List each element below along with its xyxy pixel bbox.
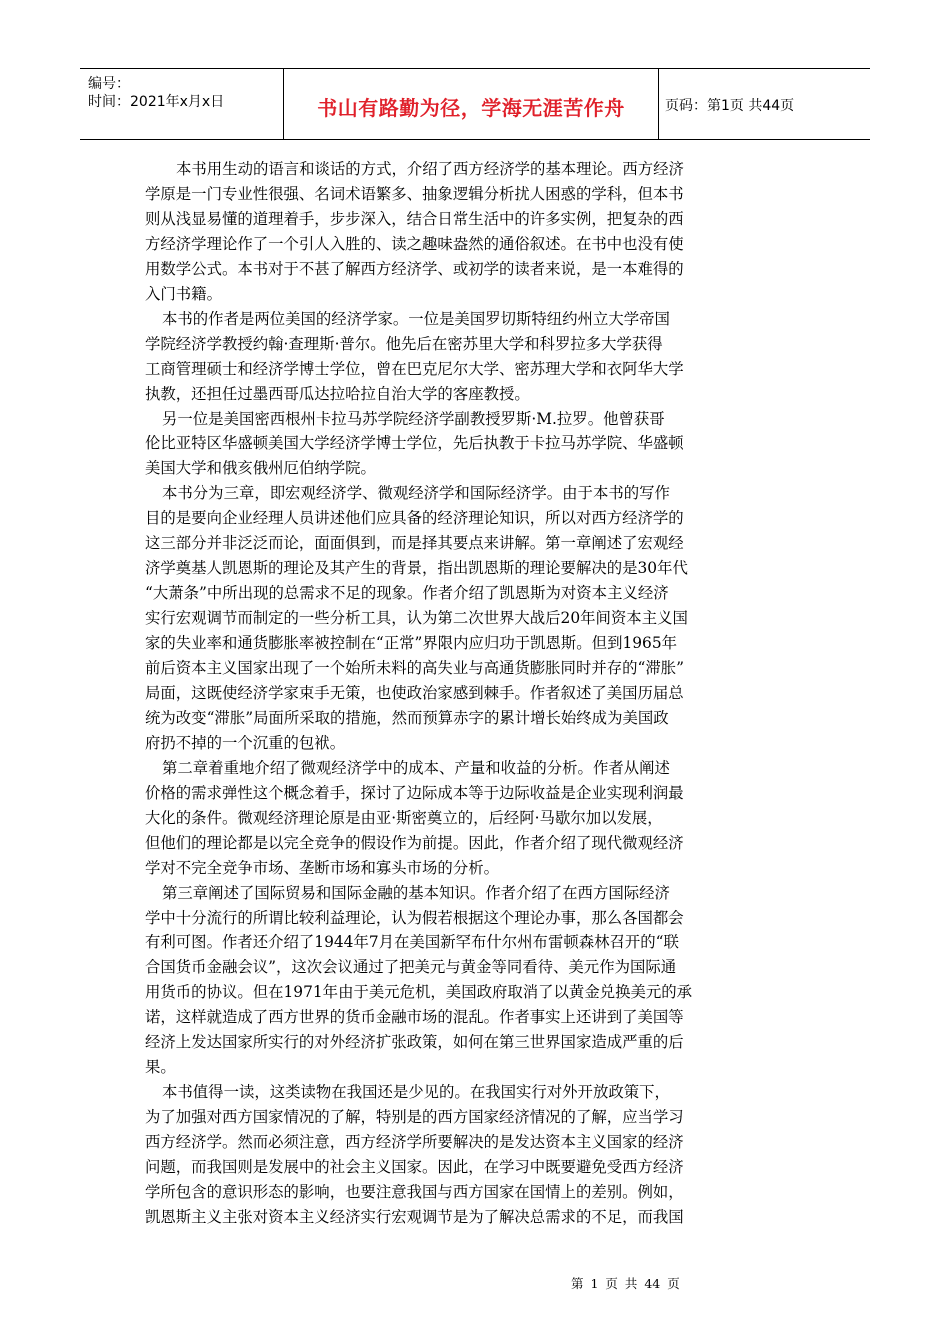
body-line: 诺，这样就造成了西方世界的货币金融市场的混乱。作者事实上还讲到了美国等 [145, 1008, 684, 1027]
body-line: 方经济学理论作了一个引人入胜的、读之趣味盎然的通俗叙述。在书中也没有使 [145, 234, 684, 253]
time-label: 时间：2021年x月x日 [88, 94, 225, 110]
body-line: 济学奠基人凯恩斯的理论及其产生的背景，指出凯恩斯的理论要解决的是30年代 [145, 559, 688, 578]
body-line: 执教，还担任过墨西哥瓜达拉哈拉自治大学的客座教授。 [145, 384, 530, 403]
page-label: 页码：第1页 共44页 [665, 98, 795, 114]
body-line: 有利可图。作者还介绍了1944年7月在美国新罕布什尔州布雷顿森林召开的“联 [145, 933, 679, 952]
body-line: 价格的需求弹性这个概念着手，探讨了边际成本等于边际收益是企业实现利润最 [145, 783, 684, 802]
body-line: 大化的条件。微观经济理论原是由亚·斯密奠立的，后经阿·马歇尔加以发展， [145, 808, 663, 827]
body-line: 工商管理硕士和经济学博士学位，曾在巴克尼尔大学、密苏理大学和衣阿华大学 [145, 359, 684, 378]
header-motto-cell [284, 69, 659, 139]
body-line: 本书分为三章，即宏观经济学、微观经济学和国际经济学。由于本书的写作 [162, 484, 670, 503]
body-line: 学原是一门专业性很强、名词术语繁多、抽象逻辑分析扰人困惑的学科，但本书 [145, 184, 684, 203]
body-line: 第二章着重地介绍了微观经济学中的成本、产量和收益的分析。作者从阐述 [162, 758, 670, 777]
body-line: 统为改变“滞胀”局面所采取的措施，然而预算赤字的累计增长始终成为美国政 [145, 708, 669, 727]
body-line: 合国货币金融会议”，这次会议通过了把美元与黄金等同看待、美元作为国际通 [145, 958, 677, 977]
body-line: 凯恩斯主义主张对资本主义经济实行宏观调节是为了解决总需求的不足，而我国 [145, 1207, 684, 1226]
body-line: 学对不完全竞争市场、垄断市场和寡头市场的分析。 [145, 858, 499, 877]
body-line: 但他们的理论都是以完全竞争的假设作为前提。因此，作者介绍了现代微观经济 [145, 833, 684, 852]
body-line: 为了加强对西方国家情况的了解，特别是的西方国家经济情况的了解，应当学习 [145, 1108, 684, 1127]
body-line: 学中十分流行的所谓比较利益理论，认为假若根据这个理论办事，那么各国都会 [145, 908, 684, 927]
body-line: 西方经济学。然而必须注意，西方经济学所要解决的是发达资本主义国家的经济 [145, 1133, 684, 1152]
body-line: 学院经济学教授约翰·查理斯·普尔。他先后在密苏里大学和科罗拉多大学获得 [145, 334, 663, 353]
body-line: 果。 [145, 1058, 176, 1077]
header-page-cell [659, 69, 870, 139]
body-line: 局面，这既使经济学家束手无策，也使政治家感到棘手。作者叙述了美国历届总 [145, 683, 684, 702]
page-footer: 第 1 页 共 44 页 [571, 1276, 680, 1291]
header-table [80, 68, 870, 140]
body-line: 另一位是美国密西根州卡拉马苏学院经济学副教授罗斯·M.拉罗。他曾获哥 [162, 409, 665, 428]
body-line: “大萧条”中所出现的总需求不足的现象。作者介绍了凯恩斯为对资本主义经济 [145, 584, 669, 603]
body-line: 第三章阐述了国际贸易和国际金融的基本知识。作者介绍了在西方国际经济 [162, 883, 670, 902]
number-label: 编号： [88, 76, 130, 92]
body-line: 府扔不掉的一个沉重的包袱。 [145, 733, 346, 752]
body-line: 问题，而我国则是发展中的社会主义国家。因此，在学习中既要避免受西方经济 [145, 1158, 684, 1176]
body-line: 前后资本主义国家出现了一个始所未料的高失业与高通货膨胀同时并存的“滞胀” [145, 659, 685, 677]
motto-text: 书山有路勤为径，学海无涯苦作舟 [317, 96, 625, 120]
body-line: 本书用生动的语言和谈话的方式，介绍了西方经济学的基本理论。西方经济 [176, 160, 684, 178]
header-info-cell [80, 69, 284, 139]
body-line: 用数学公式。本书对于不甚了解西方经济学、或初学的读者来说，是一本难得的 [145, 259, 684, 278]
body-line: 伦比亚特区华盛顿美国大学经济学博士学位，先后执教于卡拉马苏学院、华盛顿 [145, 434, 684, 453]
body-line: 入门书籍。 [145, 284, 222, 303]
body-line: 本书值得一读，这类读物在我国还是少见的。在我国实行对外开放政策下， [162, 1083, 670, 1102]
body-line: 则从浅显易懂的道理着手，步步深入，结合日常生活中的许多实例，把复杂的西 [145, 209, 684, 228]
body-line: 本书的作者是两位美国的经济学家。一位是美国罗切斯特纽约州立大学帝国 [162, 309, 670, 328]
body-line: 经济上发达国家所实行的对外经济扩张政策，如何在第三世界国家造成严重的后 [145, 1033, 684, 1052]
body-line: 学所包含的意识形态的影响，也要注意我国与西方国家在国情上的差别。例如， [145, 1182, 684, 1201]
body-line: 这三部分并非泛泛而论，面面俱到，而是择其要点来讲解。第一章阐述了宏观经 [145, 534, 684, 553]
body-line: 目的是要向企业经理人员讲述他们应具备的经济理论知识，所以对西方经济学的 [145, 509, 684, 528]
body-line: 美国大学和俄亥俄州厄伯纳学院。 [145, 459, 376, 478]
body-line: 家的失业率和通货膨胀率被控制在“正常”界限内应归功于凯恩斯。但到1965年 [145, 634, 678, 653]
body-line: 实行宏观调节而制定的一些分析工具，认为第二次世界大战后20年间资本主义国 [145, 609, 688, 628]
body-line: 用货币的协议。但在1971年由于美元危机，美国政府取消了以黄金兑换美元的承 [145, 983, 693, 1002]
